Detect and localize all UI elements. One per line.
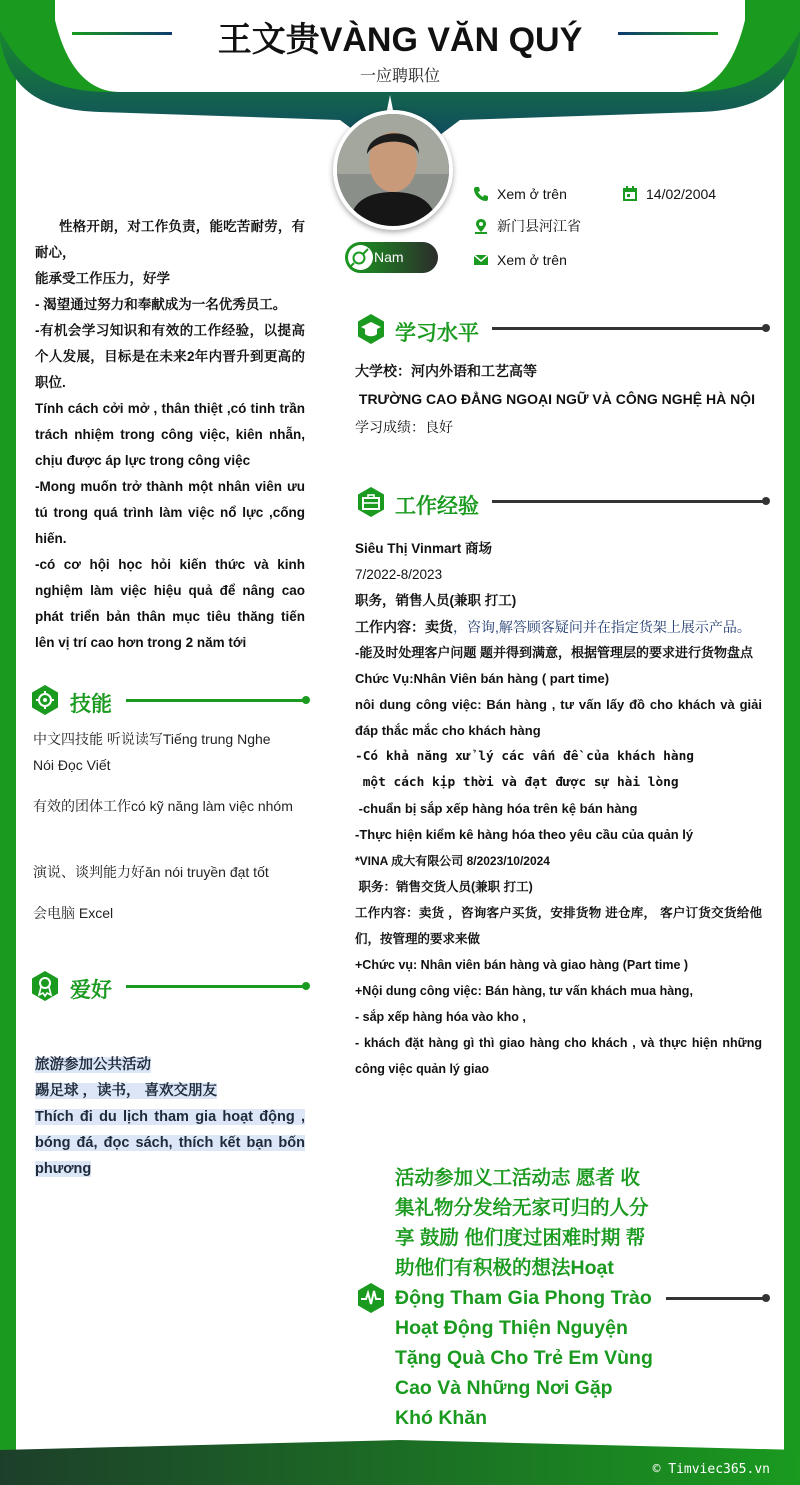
activities-text: 活动参加义工活动志 愿者 收集礼物分发给无家可归的人分享 鼓励 他们度过困难时期 帮 助他们有积极的想法Hoạt Động Tham Gia Phong Trào Hoạt Động Thiện Nguyện Tặng Quà Cho Trẻ Em Vùng Cao Và Những Nơi Gặp Khó Khăn xyxy=(395,1167,653,1429)
experience-divider-dot xyxy=(762,497,770,505)
left-border xyxy=(0,0,16,1485)
email-value: Xem ở trên xyxy=(497,252,567,268)
exp-line: +Nội dung công việc: Bán hàng, tư vấn khách mua hàng, xyxy=(355,984,693,998)
email-icon xyxy=(473,252,489,268)
skills-divider-dot xyxy=(302,696,310,704)
skill-item: 演说、谈判能力好ăn nói truyền đạt tốt xyxy=(33,864,269,880)
experience-icon xyxy=(355,486,387,518)
hobbies-divider xyxy=(126,985,306,988)
company: Siêu Thị Vinmart 商场 xyxy=(355,541,493,556)
skills-title: 技能 xyxy=(70,693,112,716)
education-divider-dot xyxy=(762,324,770,332)
role: 职务，销售人员(兼职 打工) xyxy=(355,593,517,608)
exp-line: 职务：销售交货人员(兼职 打工) xyxy=(355,880,533,894)
location-icon xyxy=(473,218,489,234)
hobbies-icon xyxy=(29,970,61,1002)
right-border xyxy=(784,0,800,1485)
exp-line: -Có khả năng xử lý các vấn đề của khách hàng xyxy=(355,749,694,764)
school-vn: TRƯỜNG CAO ĐẲNG NGOẠI NGỮ VÀ CÔNG NGHỆ HÀ NỘI xyxy=(355,391,755,407)
experience-title: 工作经验 xyxy=(395,495,479,518)
address-value: 新门县河江省 xyxy=(497,218,581,234)
skill-item: 中文四技能 听说读写Tiếng trung Nghe Nói Đọc Viết xyxy=(33,731,271,773)
avatar xyxy=(333,110,453,230)
education-icon xyxy=(355,313,387,345)
contact-phone xyxy=(473,184,613,204)
summary-line: -có cơ hội học hỏi kiến thức và kinh nghiệm làm việc hiệu quả để nâng cao phát triển bản thân mục tiêu thăng tiến lên vị trí cao hơn trong 2 năm tới xyxy=(35,557,305,650)
exp-line: Chức Vụ:Nhân Viên bán hàng ( part time) xyxy=(355,671,610,686)
exp-line: nôi dung công việc: Bán hàng , tư vấn lấy đồ cho khách và giải đáp thắc mắc cho khách hàng xyxy=(355,697,762,738)
exp-line: - khách đặt hàng gì thì giao hàng cho khách , và thực hiện những công việc quản lý giao xyxy=(355,1036,762,1076)
birthday-value: 14/02/2004 xyxy=(646,186,717,202)
footer-copyright: © Timviec365.vn xyxy=(652,1462,770,1477)
content-rest: ，咨询,解答顾客疑问并在指定货架上展示产品。 xyxy=(453,619,751,635)
content-label: 工作内容：卖货 xyxy=(355,619,453,635)
education-divider xyxy=(492,327,764,330)
contact-birthday xyxy=(622,184,752,204)
phone-value: Xem ở trên xyxy=(497,186,567,202)
summary-line: 能承受工作压力，好学 xyxy=(35,271,170,286)
exp-line: -Thực hiện kiểm kê hàng hóa theo yêu cầu của quản lý xyxy=(355,827,694,842)
summary-line: 性格开朗，对工作负责，能吃苦耐劳，有耐心， xyxy=(35,219,305,260)
exp-line: 工作内容：卖货 ，咨询客户买货，安排货物 进仓库， 客户订货交货给他们，按管理的要求来做 xyxy=(355,906,762,946)
exp-line: -chuẩn bị sắp xếp hàng hóa trên kệ bán hàng xyxy=(355,801,638,816)
gender-badge xyxy=(345,242,438,273)
period: 7/2022-8/2023 xyxy=(355,567,443,582)
hobbies-divider-dot xyxy=(302,982,310,990)
activity-icon xyxy=(355,1282,387,1314)
hobbies-text xyxy=(35,1052,305,1182)
contact-email xyxy=(473,250,613,270)
content-line xyxy=(355,614,762,640)
school-cn: 大学校：河内外语和工艺高等 xyxy=(355,363,537,379)
grade: 学习成绩：良好 xyxy=(355,419,453,435)
hobby-line: Thích đi du lịch tham gia hoạt động , bóng đá, đọc sách, thích kết bạn bốn phương xyxy=(35,1109,305,1177)
activities-divider-dot xyxy=(762,1294,770,1302)
hobby-line: 踢足球 ，读书， 喜欢交朋友 xyxy=(35,1083,218,1099)
activities-divider xyxy=(666,1297,764,1300)
exp-line: -能及时处理客户问题 题并得到满意，根据管理层的要求进行货物盘点 xyxy=(355,645,753,660)
exp-line: - sắp xếp hàng hóa vào kho , xyxy=(355,1010,526,1024)
education-block xyxy=(355,358,762,440)
experience-divider xyxy=(492,500,764,503)
hobby-line: 旅游参加公共活动 xyxy=(35,1057,151,1073)
skill-item: 会电脑 Excel xyxy=(33,905,114,921)
gender-value: Nam xyxy=(374,249,404,265)
phone-icon xyxy=(473,186,489,202)
skills-icon xyxy=(29,684,61,716)
summary-line: -Mong muốn trở thành một nhân viên ưu tú trong quá trình làm việc nổ lực ,cống hiến. xyxy=(35,479,305,546)
experience-block xyxy=(355,536,762,1082)
calendar-icon xyxy=(622,186,638,202)
summary-line: -有机会学习知识和有效的工作经验，以提高个人发展，目标是在未来2年内晋升到更高的职位. xyxy=(35,323,305,390)
contact-address xyxy=(473,216,613,236)
education-title: 学习水平 xyxy=(395,322,479,345)
summary-line: - 渴望通过努力和奉献成为一名优秀员工。 xyxy=(35,297,287,312)
summary xyxy=(35,214,305,656)
skill-item: 有效的团体工作có kỹ năng làm việc nhóm xyxy=(33,798,293,814)
gender-icon xyxy=(348,245,373,270)
exp-line: +Chức vụ: Nhân viên bán hàng và giao hàng (Part time ) xyxy=(355,958,689,972)
candidate-name: 王文贵VÀNG VĂN QUÝ xyxy=(217,21,583,59)
skills-divider xyxy=(126,699,306,702)
exp-line: một cách kịp thời và đạt được sự hài lòng xyxy=(355,775,679,790)
hobbies-title: 爱好 xyxy=(70,979,112,1002)
applied-position: 一应聘职位 xyxy=(359,68,440,85)
summary-line: Tính cách cởi mở , thân thiệt ,có tinh trần trách nhiệm trong công việc, kiên nhẫn, chịu được áp lực trong công việc xyxy=(35,401,305,468)
exp-line: *VINA 成大有限公司 8/2023/10/2024 xyxy=(355,854,550,868)
